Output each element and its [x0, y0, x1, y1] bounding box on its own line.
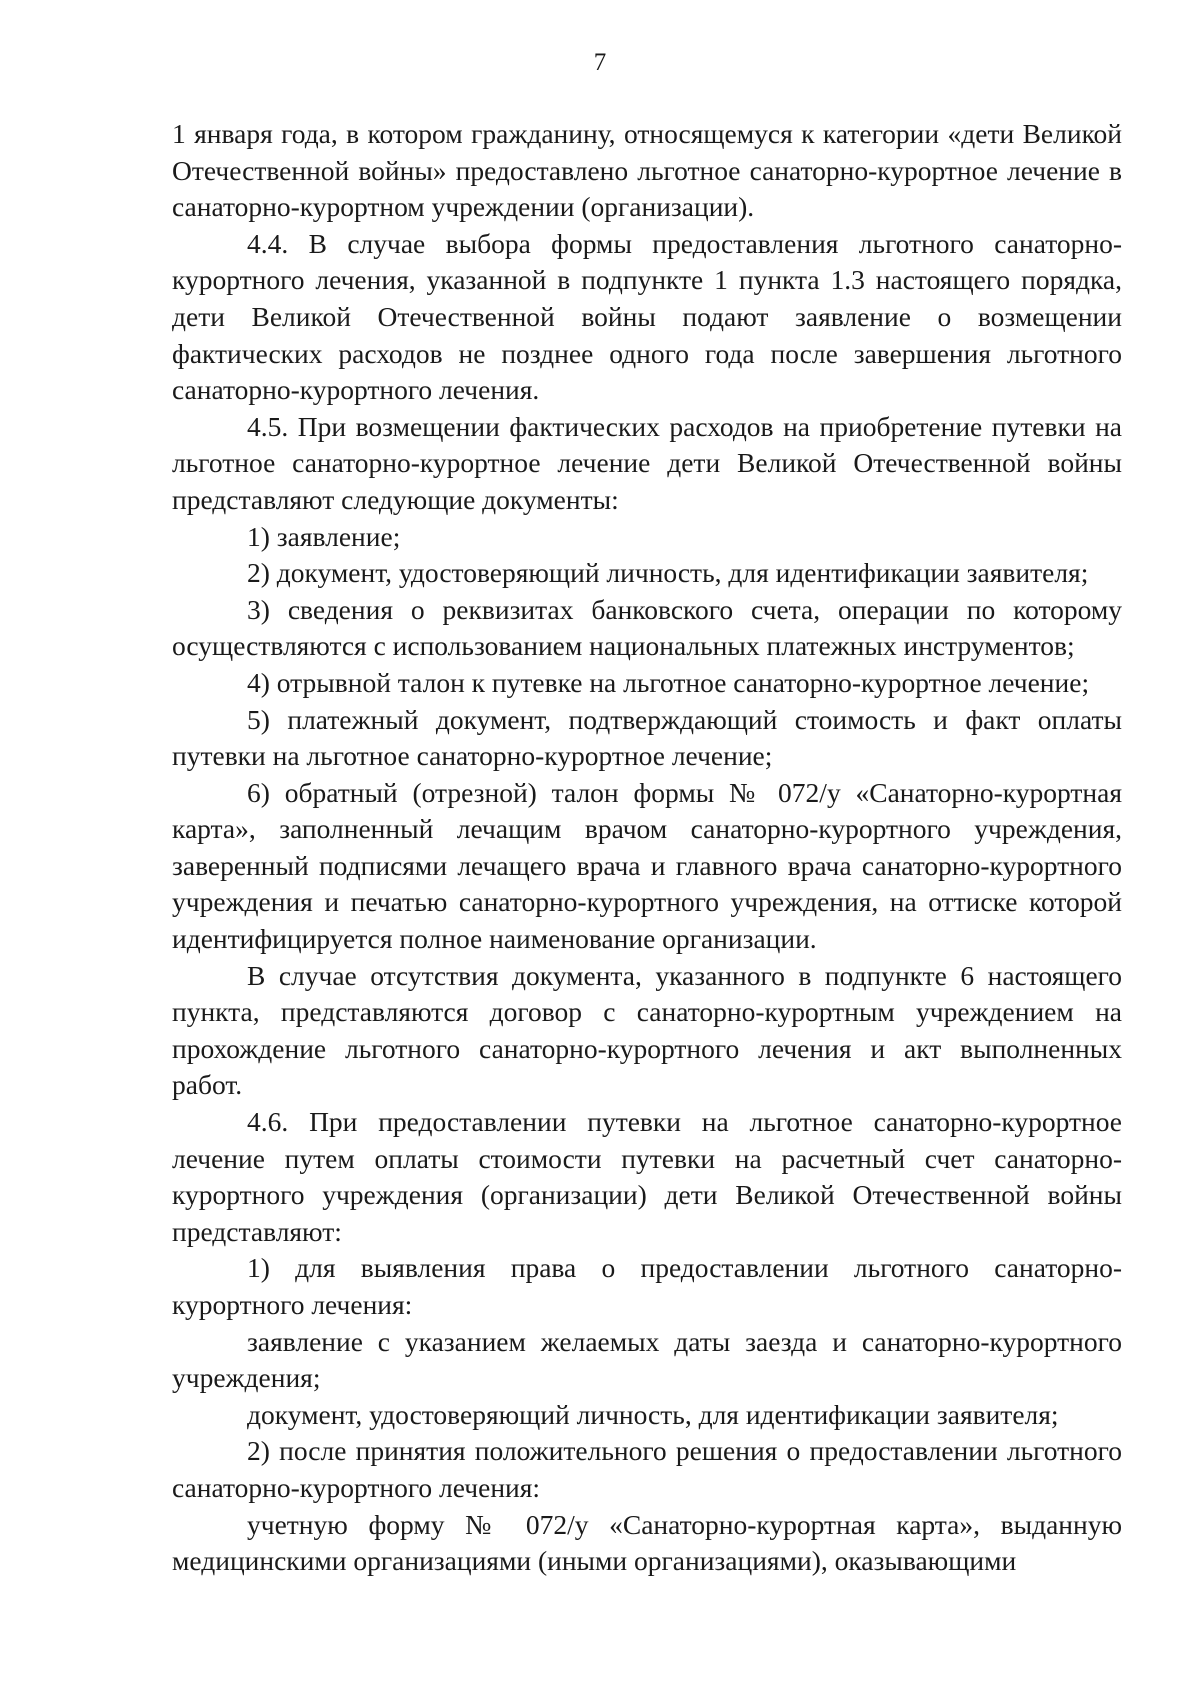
list-item-4-5-4: 4) отрывной талон к путевке на льготное санаторно-курортное лечение;	[247, 666, 1090, 698]
paragraph-continuation: 1 января года, в котором гражданину, относящемуся к категории «дети Великой Отечественной войны» предоставлено льготное санаторно-курортное лечение в санаторно-курортном учреждении (организации).	[172, 118, 1122, 223]
list-subitem-application: заявление с указанием желаемых даты заезда и санаторно-курортного учреждения;	[172, 1325, 1122, 1394]
paragraph-missing-document: В случае отсутствия документа, указанного в подпункте 6 настоящего пункта, представляются договор с санаторно-курортным учреждением на прохождение льготного санаторно-курортного лечения и акт выполненных работ.	[172, 959, 1122, 1101]
paragraph-4-6: 4.6. При предоставлении путевки на льготное санаторно-курортное лечение путем оплаты стоимости путевки на расчетный счет санаторно-курортного учреждения (организации) дети Великой Отечественной войны представляют:	[172, 1106, 1122, 1247]
list-subitem-form-072u: учетную форму № 072/у «Санаторно-курортная карта», выданную медицинскими организациями (иными организациями), оказывающими	[172, 1508, 1122, 1577]
list-item-4-5-6: 6) обратный (отрезной) талон формы № 072/у «Санаторно-курортная карта», заполненный лечащим врачом санаторно-курортного учреждения, заверенный подписями лечащего врача и главного врача санаторно-курортного учреждения и печатью санаторно-курортного учреждения, на оттиске которой идентифицируется полное наименование организации.	[172, 776, 1122, 955]
list-subitem-identity-document: документ, удостоверяющий личность, для идентификации заявителя;	[247, 1398, 1059, 1430]
paragraph-4-5: 4.5. При возмещении фактических расходов на приобретение путевки на льготное санаторно-курортное лечение дети Великой Отечественной войны представляют следующие документы:	[172, 410, 1122, 515]
list-item-4-5-1: 1) заявление;	[247, 520, 401, 552]
page-number: 7	[593, 49, 607, 76]
list-item-4-5-5: 5) платежный документ, подтверждающий стоимость и факт оплаты путевки на льготное санаторно-курортное лечение;	[172, 703, 1122, 772]
list-item-4-6-1: 1) для выявления права о предоставлении льготного санаторно-курортного лечения:	[172, 1252, 1122, 1320]
list-item-4-6-2: 2) после принятия положительного решения о предоставлении льготного санаторно-курортного лечения:	[172, 1435, 1122, 1503]
list-item-4-5-3: 3) сведения о реквизитах банковского счета, операции по которому осуществляются с использованием национальных платежных инструментов;	[172, 593, 1122, 662]
paragraph-4-4: 4.4. В случае выбора формы предоставления льготного санаторно-курортного лечения, указанной в подпункте 1 пункта 1.3 настоящего порядка, дети Великой Отечественной войны подают заявление о возмещении фактических расходов не позднее одного года после завершения льготного санаторно-курортного лечения.	[172, 227, 1122, 406]
document-body	[172, 116, 1122, 1580]
list-item-4-5-2: 2) документ, удостоверяющий личность, для идентификации заявителя;	[247, 557, 1089, 589]
